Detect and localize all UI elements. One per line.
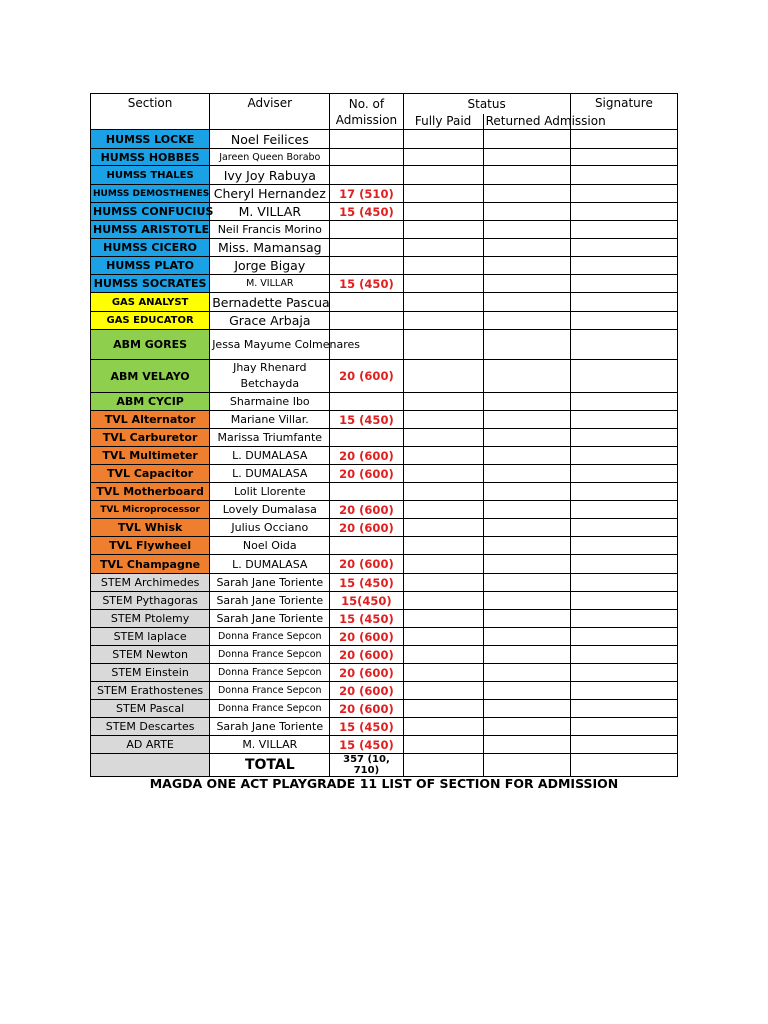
admission-cell (330, 166, 403, 185)
fully-paid-cell[interactable] (403, 293, 483, 312)
section-cell: TVL Alternator (91, 411, 210, 429)
admission-cell (330, 537, 403, 555)
signature-cell[interactable] (570, 239, 677, 257)
adviser-cell: Neil Francis Morino (210, 221, 330, 239)
section-cell: STEM Archimedes (91, 574, 210, 592)
returned-admission-cell[interactable] (483, 736, 570, 754)
table-row (91, 330, 678, 360)
adviser-cell: Miss. Mamansag (210, 239, 330, 257)
returned-admission-cell[interactable] (483, 130, 570, 149)
fully-paid-cell[interactable] (403, 130, 483, 149)
admission-cell (330, 149, 403, 166)
signature-cell[interactable] (570, 393, 677, 411)
signature-cell[interactable] (570, 592, 677, 610)
returned-admission-cell[interactable] (483, 429, 570, 447)
adviser-cell: Jareen Queen Borabo (210, 149, 330, 166)
table-row (91, 312, 678, 330)
section-cell: HUMSS CICERO (91, 239, 210, 257)
section-cell: HUMSS SOCRATES (91, 275, 210, 293)
table-row (91, 447, 678, 465)
section-cell: TVL Champagne (91, 555, 210, 574)
table-row (91, 628, 678, 646)
admission-cell: 15 (450) (330, 574, 403, 592)
section-cell: TVL Microprocessor (91, 501, 210, 519)
signature-cell[interactable] (570, 465, 677, 483)
returned-admission-cell[interactable] (483, 393, 570, 411)
signature-cell[interactable] (570, 275, 677, 293)
returned-admission-cell[interactable] (483, 293, 570, 312)
section-cell: STEM Descartes (91, 718, 210, 736)
section-cell: HUMSS PLATO (91, 257, 210, 275)
section-cell: ABM VELAYO (91, 360, 210, 393)
section-cell: STEM Erathostenes (91, 682, 210, 700)
admission-cell: 15 (450) (330, 736, 403, 754)
returned-admission-cell[interactable] (483, 312, 570, 330)
table-row (91, 610, 678, 628)
section-cell: ABM CYCIP (91, 393, 210, 411)
admission-cell (330, 312, 403, 330)
signature-cell[interactable] (570, 519, 677, 537)
signature-cell[interactable] (570, 537, 677, 555)
signature-cell[interactable] (570, 203, 677, 221)
admission-cell: 20 (600) (330, 501, 403, 519)
signature-cell[interactable] (570, 610, 677, 628)
total-signature-cell (570, 754, 677, 777)
returned-admission-cell[interactable] (483, 574, 570, 592)
section-cell: HUMSS THALES (91, 166, 210, 185)
fully-paid-cell[interactable] (403, 149, 483, 166)
table-row (91, 239, 678, 257)
returned-admission-cell[interactable] (483, 646, 570, 664)
adviser-cell: Donna France Sepcon (210, 664, 330, 682)
signature-cell[interactable] (570, 130, 677, 149)
signature-cell[interactable] (570, 257, 677, 275)
adviser-cell: Jessa Mayume Colmenares (210, 330, 330, 360)
section-cell: TVL Flywheel (91, 537, 210, 555)
total-fully-paid-cell (403, 754, 483, 777)
fully-paid-cell[interactable] (403, 646, 483, 664)
returned-admission-cell[interactable] (483, 203, 570, 221)
section-cell: STEM Ptolemy (91, 610, 210, 628)
table-row (91, 592, 678, 610)
fully-paid-cell[interactable] (403, 257, 483, 275)
signature-cell[interactable] (570, 166, 677, 185)
adviser-cell: Ivy Joy Rabuya (210, 166, 330, 185)
admission-cell: 20 (600) (330, 447, 403, 465)
returned-admission-cell[interactable] (483, 330, 570, 360)
section-cell: AD ARTE (91, 736, 210, 754)
signature-cell[interactable] (570, 646, 677, 664)
adviser-cell: Jhay Rhenard Betchayda (210, 360, 330, 393)
fully-paid-cell[interactable] (403, 393, 483, 411)
adviser-cell: Sarah Jane Toriente (210, 592, 330, 610)
returned-admission-cell[interactable] (483, 501, 570, 519)
fully-paid-cell[interactable] (403, 628, 483, 646)
returned-admission-cell[interactable] (483, 555, 570, 574)
admission-cell: 15 (450) (330, 610, 403, 628)
section-cell: ABM GORES (91, 330, 210, 360)
fully-paid-cell[interactable] (403, 682, 483, 700)
admission-cell: 20 (600) (330, 555, 403, 574)
admission-cell: 15 (450) (330, 203, 403, 221)
total-returned-cell (483, 754, 570, 777)
signature-cell[interactable] (570, 682, 677, 700)
fully-paid-cell[interactable] (403, 465, 483, 483)
adviser-cell: L. DUMALASA (210, 465, 330, 483)
signature-cell[interactable] (570, 664, 677, 682)
fully-paid-cell[interactable] (403, 275, 483, 293)
section-cell: HUMSS CONFUCIUS (91, 203, 210, 221)
adviser-cell: Marissa Triumfante (210, 429, 330, 447)
table-row (91, 429, 678, 447)
returned-admission-cell[interactable] (483, 447, 570, 465)
table-row (91, 700, 678, 718)
table-row (91, 275, 678, 293)
fully-paid-cell[interactable] (403, 221, 483, 239)
adviser-cell: Sarah Jane Toriente (210, 610, 330, 628)
adviser-cell: Donna France Sepcon (210, 646, 330, 664)
signature-cell[interactable] (570, 429, 677, 447)
signature-cell[interactable] (570, 360, 677, 393)
admission-cell (330, 257, 403, 275)
adviser-cell: M. VILLAR (210, 275, 330, 293)
signature-cell[interactable] (570, 718, 677, 736)
section-cell: STEM laplace (91, 628, 210, 646)
returned-admission-cell[interactable] (483, 592, 570, 610)
admission-cell: 15 (450) (330, 411, 403, 429)
fully-paid-cell[interactable] (403, 574, 483, 592)
signature-cell[interactable] (570, 736, 677, 754)
adviser-cell: Lolit Llorente (210, 483, 330, 501)
returned-admission-cell[interactable] (483, 239, 570, 257)
fully-paid-cell[interactable] (403, 411, 483, 429)
admission-cell: 20 (600) (330, 700, 403, 718)
table-row (91, 483, 678, 501)
adviser-cell: L. DUMALASA (210, 555, 330, 574)
table-row (91, 664, 678, 682)
adviser-cell: Donna France Sepcon (210, 700, 330, 718)
returned-admission-cell[interactable] (483, 360, 570, 393)
adviser-cell: Donna France Sepcon (210, 628, 330, 646)
admission-cell: 20 (600) (330, 646, 403, 664)
section-cell: HUMSS ARISTOTLE (91, 221, 210, 239)
table-row (91, 411, 678, 429)
fully-paid-cell[interactable] (403, 447, 483, 465)
fully-paid-cell[interactable] (403, 166, 483, 185)
signature-cell[interactable] (570, 700, 677, 718)
admission-cell: 15(450) (330, 592, 403, 610)
admission-cell: 15 (450) (330, 718, 403, 736)
adviser-cell: Sarah Jane Toriente (210, 718, 330, 736)
adviser-cell: M. VILLAR (210, 736, 330, 754)
table-row (91, 682, 678, 700)
signature-cell[interactable] (570, 185, 677, 203)
admission-cell: 20 (600) (330, 664, 403, 682)
fully-paid-cell[interactable] (403, 664, 483, 682)
fully-paid-cell[interactable] (403, 537, 483, 555)
header-signature: Signature (570, 94, 677, 130)
admission-cell (330, 130, 403, 149)
adviser-cell: Jorge Bigay (210, 257, 330, 275)
table-row (91, 465, 678, 483)
fully-paid-cell[interactable] (403, 330, 483, 360)
returned-admission-cell[interactable] (483, 257, 570, 275)
admission-table (90, 93, 678, 777)
adviser-cell: Noel Feilices (210, 130, 330, 149)
returned-admission-cell[interactable] (483, 700, 570, 718)
fully-paid-cell[interactable] (403, 483, 483, 501)
header-admission (330, 94, 403, 130)
admission-cell (330, 239, 403, 257)
returned-admission-cell[interactable] (483, 166, 570, 185)
fully-paid-cell[interactable] (403, 700, 483, 718)
signature-cell[interactable] (570, 330, 677, 360)
fully-paid-cell[interactable] (403, 519, 483, 537)
returned-admission-cell[interactable] (483, 275, 570, 293)
total-row (91, 754, 678, 777)
admission-cell: 20 (600) (330, 682, 403, 700)
fully-paid-cell[interactable] (403, 718, 483, 736)
fully-paid-cell[interactable] (403, 312, 483, 330)
table-row (91, 537, 678, 555)
section-cell: STEM Newton (91, 646, 210, 664)
table-row (91, 646, 678, 664)
returned-admission-cell[interactable] (483, 483, 570, 501)
total-blank-cell (91, 754, 210, 777)
adviser-cell: Bernadette Pascua (210, 293, 330, 312)
adviser-cell: Cheryl Hernandez (210, 185, 330, 203)
adviser-cell: Noel Oida (210, 537, 330, 555)
table-row (91, 130, 678, 149)
fully-paid-cell[interactable] (403, 592, 483, 610)
adviser-cell: Donna France Sepcon (210, 682, 330, 700)
admission-cell (330, 483, 403, 501)
section-cell: GAS EDUCATOR (91, 312, 210, 330)
total-label: TOTAL (210, 754, 330, 777)
returned-admission-cell[interactable] (483, 664, 570, 682)
table-row (91, 149, 678, 166)
admission-cell: 20 (600) (330, 628, 403, 646)
table-row (91, 293, 678, 312)
fully-paid-cell[interactable] (403, 610, 483, 628)
header-fully-paid: Fully Paid (403, 114, 483, 130)
header-returned-admission: Returned Admission (483, 114, 570, 130)
table-row (91, 257, 678, 275)
adviser-cell: M. VILLAR (210, 203, 330, 221)
signature-cell[interactable] (570, 483, 677, 501)
section-cell: STEM Einstein (91, 664, 210, 682)
admission-cell (330, 293, 403, 312)
returned-admission-cell[interactable] (483, 185, 570, 203)
returned-admission-cell[interactable] (483, 610, 570, 628)
document-caption: MAGDA ONE ACT PLAYGRADE 11 LIST OF SECTION FOR ADMISSION (149, 776, 619, 791)
admission-cell: 17 (510) (330, 185, 403, 203)
section-cell: STEM Pascal (91, 700, 210, 718)
table-row (91, 166, 678, 185)
adviser-cell: Lovely Dumalasa (210, 501, 330, 519)
returned-admission-cell[interactable] (483, 537, 570, 555)
header-admission-line2: Admission (335, 112, 398, 127)
adviser-cell: Julius Occiano (210, 519, 330, 537)
section-cell: TVL Carburetor (91, 429, 210, 447)
signature-cell[interactable] (570, 447, 677, 465)
signature-cell[interactable] (570, 293, 677, 312)
section-cell: HUMSS LOCKE (91, 130, 210, 149)
returned-admission-cell[interactable] (483, 718, 570, 736)
admission-cell (330, 393, 403, 411)
returned-admission-cell[interactable] (483, 628, 570, 646)
table-row (91, 221, 678, 239)
signature-cell[interactable] (570, 574, 677, 592)
fully-paid-cell[interactable] (403, 203, 483, 221)
section-cell: TVL Motherboard (91, 483, 210, 501)
admission-cell: 15 (450) (330, 275, 403, 293)
fully-paid-cell[interactable] (403, 736, 483, 754)
adviser-cell: Sarah Jane Toriente (210, 574, 330, 592)
section-cell: GAS ANALYST (91, 293, 210, 312)
section-cell: TVL Capacitor (91, 465, 210, 483)
adviser-cell: Grace Arbaja (210, 312, 330, 330)
section-cell: STEM Pythagoras (91, 592, 210, 610)
fully-paid-cell[interactable] (403, 555, 483, 574)
signature-cell[interactable] (570, 501, 677, 519)
header-adviser: Adviser (210, 94, 330, 130)
returned-admission-cell[interactable] (483, 465, 570, 483)
table-row (91, 501, 678, 519)
adviser-cell: Sharmaine Ibo (210, 393, 330, 411)
signature-cell[interactable] (570, 628, 677, 646)
section-cell: HUMSS DEMOSTHENES (91, 185, 210, 203)
table-row (91, 185, 678, 203)
fully-paid-cell[interactable] (403, 185, 483, 203)
section-cell: HUMSS HOBBES (91, 149, 210, 166)
header-section: Section (91, 94, 210, 130)
signature-cell[interactable] (570, 221, 677, 239)
fully-paid-cell[interactable] (403, 429, 483, 447)
adviser-cell: Mariane Villar. (210, 411, 330, 429)
returned-admission-cell[interactable] (483, 149, 570, 166)
table-row (91, 555, 678, 574)
fully-paid-cell[interactable] (403, 501, 483, 519)
signature-cell[interactable] (570, 312, 677, 330)
adviser-cell: L. DUMALASA (210, 447, 330, 465)
table-row (91, 203, 678, 221)
signature-cell[interactable] (570, 149, 677, 166)
admission-cell (330, 221, 403, 239)
table-row (91, 519, 678, 537)
admission-cell: 20 (600) (330, 519, 403, 537)
table-row (91, 574, 678, 592)
fully-paid-cell[interactable] (403, 360, 483, 393)
admission-cell: 20 (600) (330, 360, 403, 393)
header-status: Status (403, 94, 570, 114)
table-row (91, 393, 678, 411)
returned-admission-cell[interactable] (483, 221, 570, 239)
admission-cell (330, 429, 403, 447)
returned-admission-cell[interactable] (483, 519, 570, 537)
section-cell: TVL Multimeter (91, 447, 210, 465)
admission-cell: 20 (600) (330, 465, 403, 483)
table-row (91, 718, 678, 736)
returned-admission-cell[interactable] (483, 682, 570, 700)
header-admission-line1: No. of (348, 96, 385, 111)
table-row (91, 736, 678, 754)
section-cell: TVL Whisk (91, 519, 210, 537)
total-value: 357 (10, 710) (330, 754, 403, 777)
signature-cell[interactable] (570, 411, 677, 429)
signature-cell[interactable] (570, 555, 677, 574)
fully-paid-cell[interactable] (403, 239, 483, 257)
returned-admission-cell[interactable] (483, 411, 570, 429)
table-row (91, 360, 678, 393)
